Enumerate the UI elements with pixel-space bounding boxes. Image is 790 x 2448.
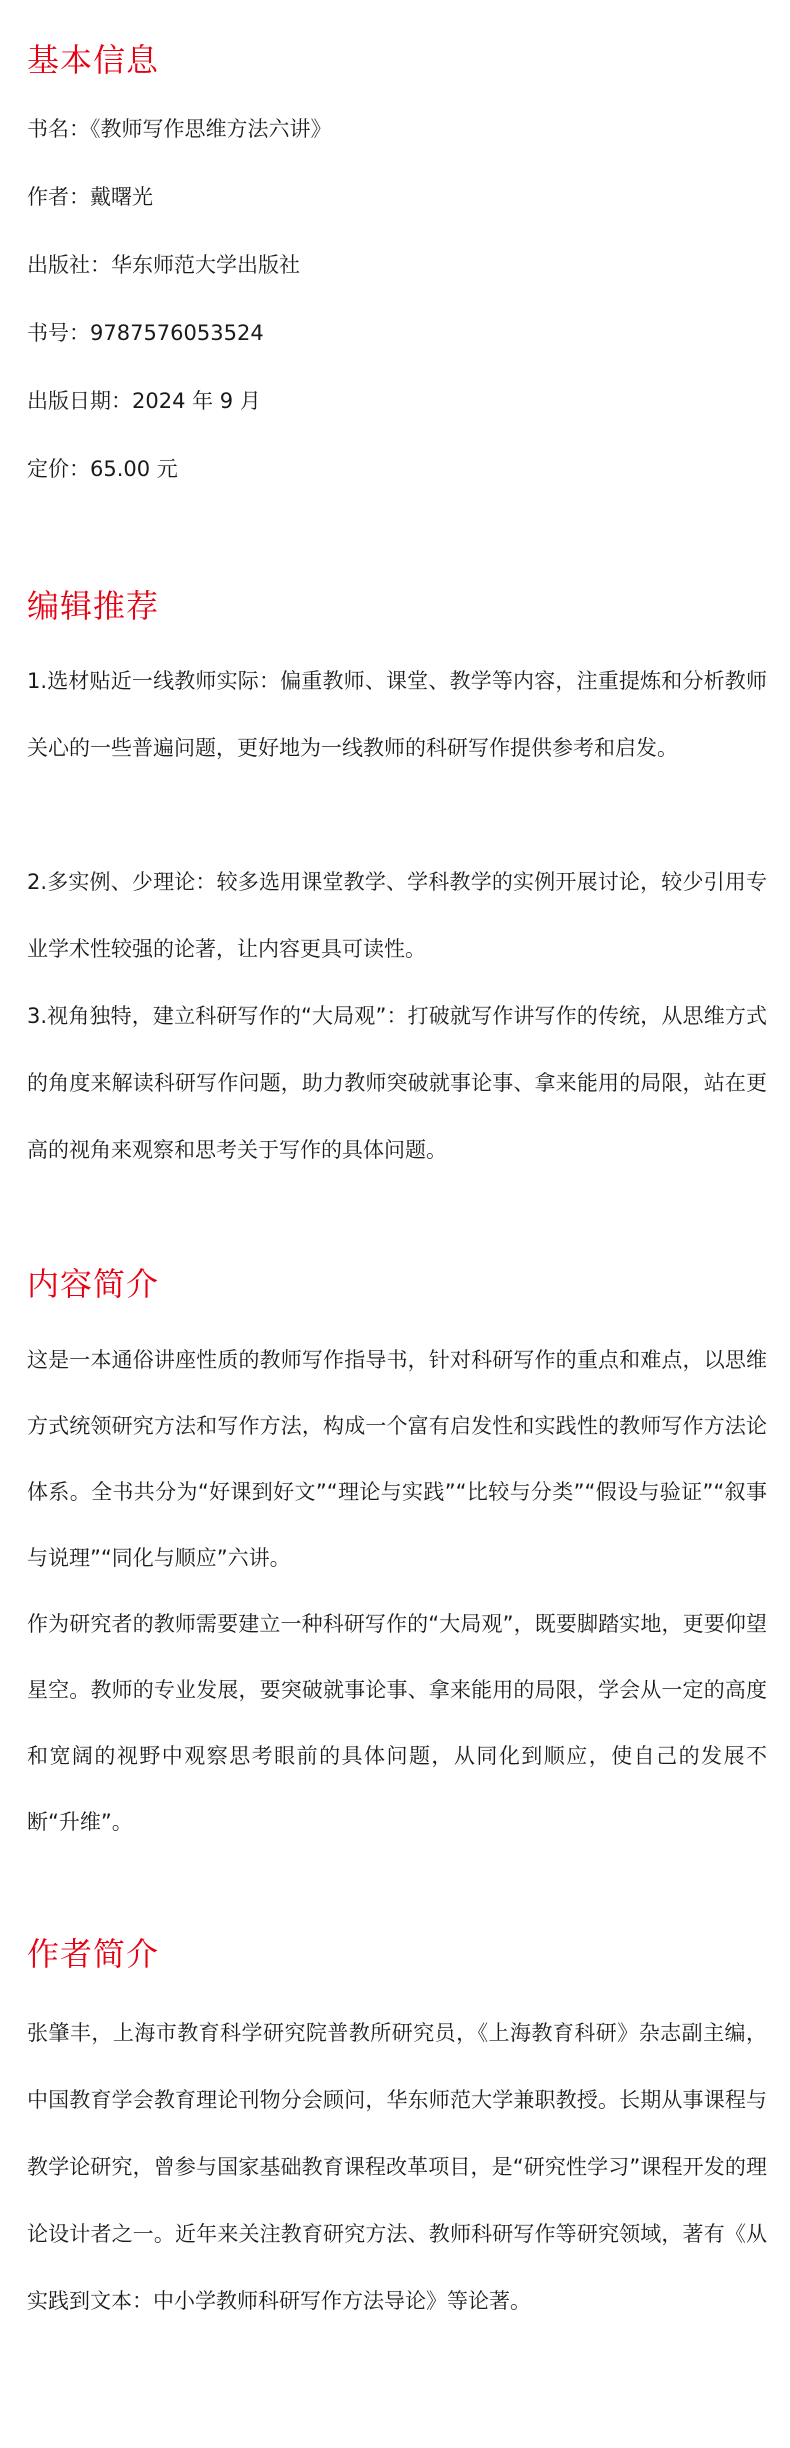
basic-info-title: 基本信息: [27, 41, 160, 79]
author-line: 作者：戴曙光: [27, 185, 153, 209]
author-bio-paragraph: 张肇丰，上海市教育科学研究院普教所研究员，《上海教育科研》杂志副主编，中国教育学会教育理论刊物分会顾问，华东师范大学兼职教授。长期从事课程与教学论研究，曾参与国家基础教育课程改革项目，是“研究性学习”课程开发的理论设计者之一。近年来关注教育研究方法、教师科研写作等研究领域，著有《从实践到文本：中小学教师科研写作方法导论》等论著。: [27, 2021, 767, 2313]
isbn-line: 书号：9787576053524: [27, 321, 264, 345]
editor-recommendation-title: 编辑推荐: [27, 587, 160, 625]
author-intro-title: 作者简介: [27, 1935, 160, 1973]
intro-paragraph: 作为研究者的教师需要建立一种科研写作的“大局观”，既要脚踏实地，更要仰望星空。教师的专业发展，要突破就事论事、拿来能用的局限，学会从一定的高度和宽阔的视野中观察思考眼前的具体问题，从同化到顺应，使自己的发展不断“升维”。: [27, 1612, 767, 1834]
price-line: 定价：65.00 元: [27, 457, 178, 481]
book-title-line: 书名：《教师写作思维方法六讲》: [27, 117, 332, 141]
recommendation-paragraph: 3.视角独特，建立科研写作的“大局观”：打破就写作讲写作的传统，从思维方式的角度来解读科研写作问题，助力教师突破就事论事、拿来能用的局限，站在更高的视角来观察和思考关于写作的具体问题。: [27, 1004, 767, 1162]
content-intro-title: 内容简介: [27, 1265, 160, 1303]
publish-date-line: 出版日期：2024 年 9 月: [27, 389, 261, 413]
publisher-line: 出版社：华东师范大学出版社: [27, 253, 300, 277]
intro-paragraph: 这是一本通俗讲座性质的教师写作指导书，针对科研写作的重点和难点，以思维方式统领研究方法和写作方法，构成一个富有启发性和实践性的教师写作方法论体系。全书共分为“好课到好文”“理论与实践”“比较与分类”“假设与验证”“叙事与说理”“同化与顺应”六讲。: [27, 1348, 767, 1570]
recommendation-paragraph: 2.多实例、少理论：较多选用课堂教学、学科教学的实例开展讨论，较少引用专业学术性较强的论著，让内容更具可读性。: [27, 870, 767, 961]
recommendation-paragraph: 1.选材贴近一线教师实际：偏重教师、课堂、教学等内容，注重提炼和分析教师关心的一些普遍问题，更好地为一线教师的科研写作提供参考和启发。: [27, 669, 767, 760]
